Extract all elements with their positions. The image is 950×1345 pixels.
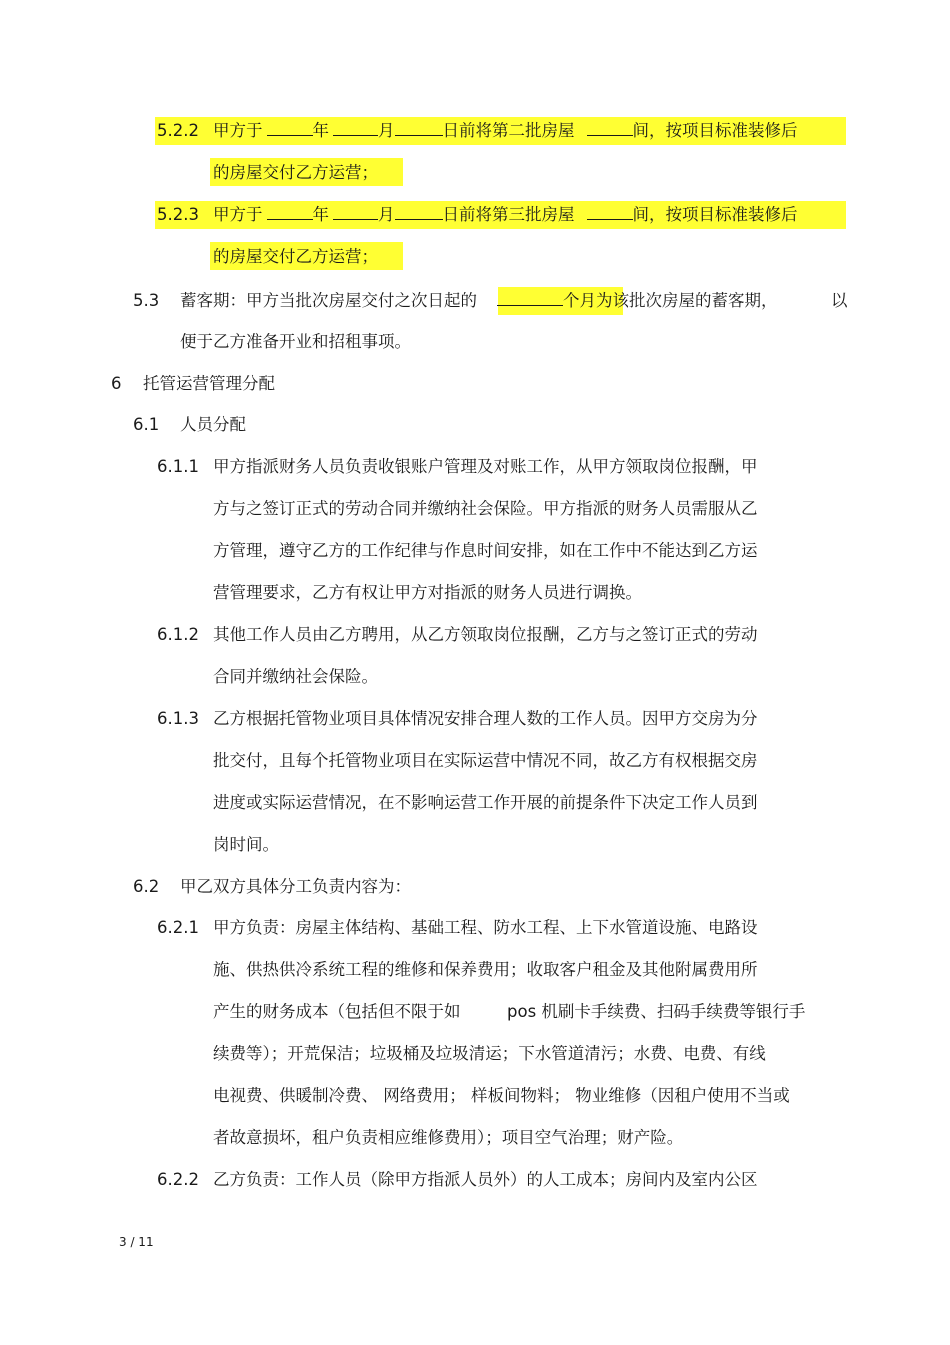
clause-text: 间，按项目标准装修后 xyxy=(632,205,798,224)
clause-text: 年 xyxy=(312,205,329,224)
clause-number: 6.1 xyxy=(133,415,160,434)
clause-text: 年 xyxy=(312,121,329,140)
clause-text: 营管理要求，乙方有权让甲方对指派的财务人员进行调换。 xyxy=(213,583,642,602)
clause-5-2-3-cont xyxy=(213,245,378,269)
clause-text: 甲方于 xyxy=(213,121,263,140)
clause-text: 甲方指派财务人员负责收银账户管理及对账工作，从甲方领取岗位报酬，甲 xyxy=(213,457,758,476)
clause-text: 者故意损坏，租户负责相应维修费用）；项目空气治理；财产险。 xyxy=(213,1128,684,1147)
blank-field xyxy=(267,119,313,136)
clause-title: 人员分配 xyxy=(180,415,246,434)
clause-6-1-1 xyxy=(0,455,950,479)
clause-5-3-cont xyxy=(180,330,411,354)
clause-text: 批交付，且每个托管物业项目在实际运营中情况不同，故乙方有权根据交房 xyxy=(213,751,758,770)
clause-5-2-2 xyxy=(0,119,950,143)
clause-text: 甲方于 xyxy=(213,205,263,224)
clause-text: 的房屋交付乙方运营； xyxy=(213,247,378,266)
clause-text: 为该批次房屋的蓄客期， xyxy=(596,291,778,310)
blank-field xyxy=(497,289,563,306)
clause-6-1 xyxy=(0,413,950,437)
clause-text: 进度或实际运营情况，在不影响运营工作开展的前提条件下决定工作人员到 xyxy=(213,793,758,812)
clause-6-2-2 xyxy=(0,1168,950,1192)
clause-text: 产生的财务成本（包括但不限于如 xyxy=(213,1002,461,1021)
clause-text: 月 xyxy=(378,205,395,224)
clause-text: 方与之签订正式的劳动合同并缴纳社会保险。甲方指派的财务人员需服从乙 xyxy=(213,499,758,518)
clause-6-1-2 xyxy=(0,623,950,647)
clause-text: pos 机刷卡手续费、扫码手续费等银行手 xyxy=(507,1002,806,1021)
clause-6-2-1 xyxy=(0,916,950,940)
section-6 xyxy=(0,372,950,396)
section-number: 6 xyxy=(111,374,122,393)
clause-text: 的房屋交付乙方运营； xyxy=(213,163,378,182)
clause-text: 以 xyxy=(831,291,848,310)
clause-number: 5.2.3 xyxy=(157,205,199,224)
clause-text: 乙方负责：工作人员（除甲方指派人员外）的人工成本；房间内及室内公区 xyxy=(213,1170,758,1189)
clause-text: 甲方负责：房屋主体结构、基础工程、防水工程、上下水管道设施、电路设 xyxy=(213,918,758,937)
clause-line xyxy=(0,1000,950,1024)
blank-field xyxy=(395,203,443,220)
clause-number: 6.1.3 xyxy=(157,709,199,728)
blank-field xyxy=(267,203,313,220)
blank-field xyxy=(333,119,378,136)
clause-text: 合同并缴纳社会保险。 xyxy=(213,667,378,686)
page-number: 3 / 11 xyxy=(119,1235,154,1249)
clause-text: 便于乙方准备开业和招租事项。 xyxy=(180,332,411,351)
clause-5-2-2-cont xyxy=(213,161,378,185)
clause-5-3 xyxy=(0,289,950,313)
clause-text: 续费等）；开荒保洁；垃圾桶及垃圾清运；下水管道清污；水费、电费、有线 xyxy=(213,1044,766,1063)
clause-text: 蓄客期：甲方当批次房屋交付之次日起的 xyxy=(180,291,477,310)
clause-number: 6.1.1 xyxy=(157,457,199,476)
clause-text: 方管理，遵守乙方的工作纪律与作息时间安排，如在工作中不能达到乙方运 xyxy=(213,541,758,560)
blank-field xyxy=(395,119,443,136)
clause-number: 5.3 xyxy=(133,291,160,310)
clause-text: 日前将第二批房屋 xyxy=(442,121,575,140)
blank-field xyxy=(587,203,633,220)
clause-number: 5.2.2 xyxy=(157,121,199,140)
clause-5-2-3 xyxy=(0,203,950,227)
clause-number: 6.2.2 xyxy=(157,1170,199,1189)
clause-text: 电视费、供暖制冷费、 网络费用； 样板间物料； 物业维修（因租户使用不当或 xyxy=(213,1086,790,1105)
clause-number: 6.1.2 xyxy=(157,625,199,644)
clause-text: 岗时间。 xyxy=(213,835,279,854)
clause-text: 日前将第三批房屋 xyxy=(442,205,575,224)
blank-field xyxy=(333,203,378,220)
clause-text: 月 xyxy=(378,121,395,140)
blank-field xyxy=(587,119,633,136)
clause-6-1-3 xyxy=(0,707,950,731)
clause-text: 施、供热供冷系统工程的维修和保养费用；收取客户租金及其他附属费用所 xyxy=(213,960,758,979)
clause-number: 6.2.1 xyxy=(157,918,199,937)
clause-number: 6.2 xyxy=(133,877,160,896)
clause-6-2 xyxy=(0,875,950,899)
clause-text: 个月 xyxy=(563,291,596,310)
clause-text: 间，按项目标准装修后 xyxy=(632,121,798,140)
clause-title: 甲乙双方具体分工负责内容为： xyxy=(180,877,411,896)
clause-text: 乙方根据托管物业项目具体情况安排合理人数的工作人员。因甲方交房为分 xyxy=(213,709,758,728)
section-title: 托管运营管理分配 xyxy=(143,374,275,393)
clause-text: 其他工作人员由乙方聘用，从乙方领取岗位报酬，乙方与之签订正式的劳动 xyxy=(213,625,758,644)
